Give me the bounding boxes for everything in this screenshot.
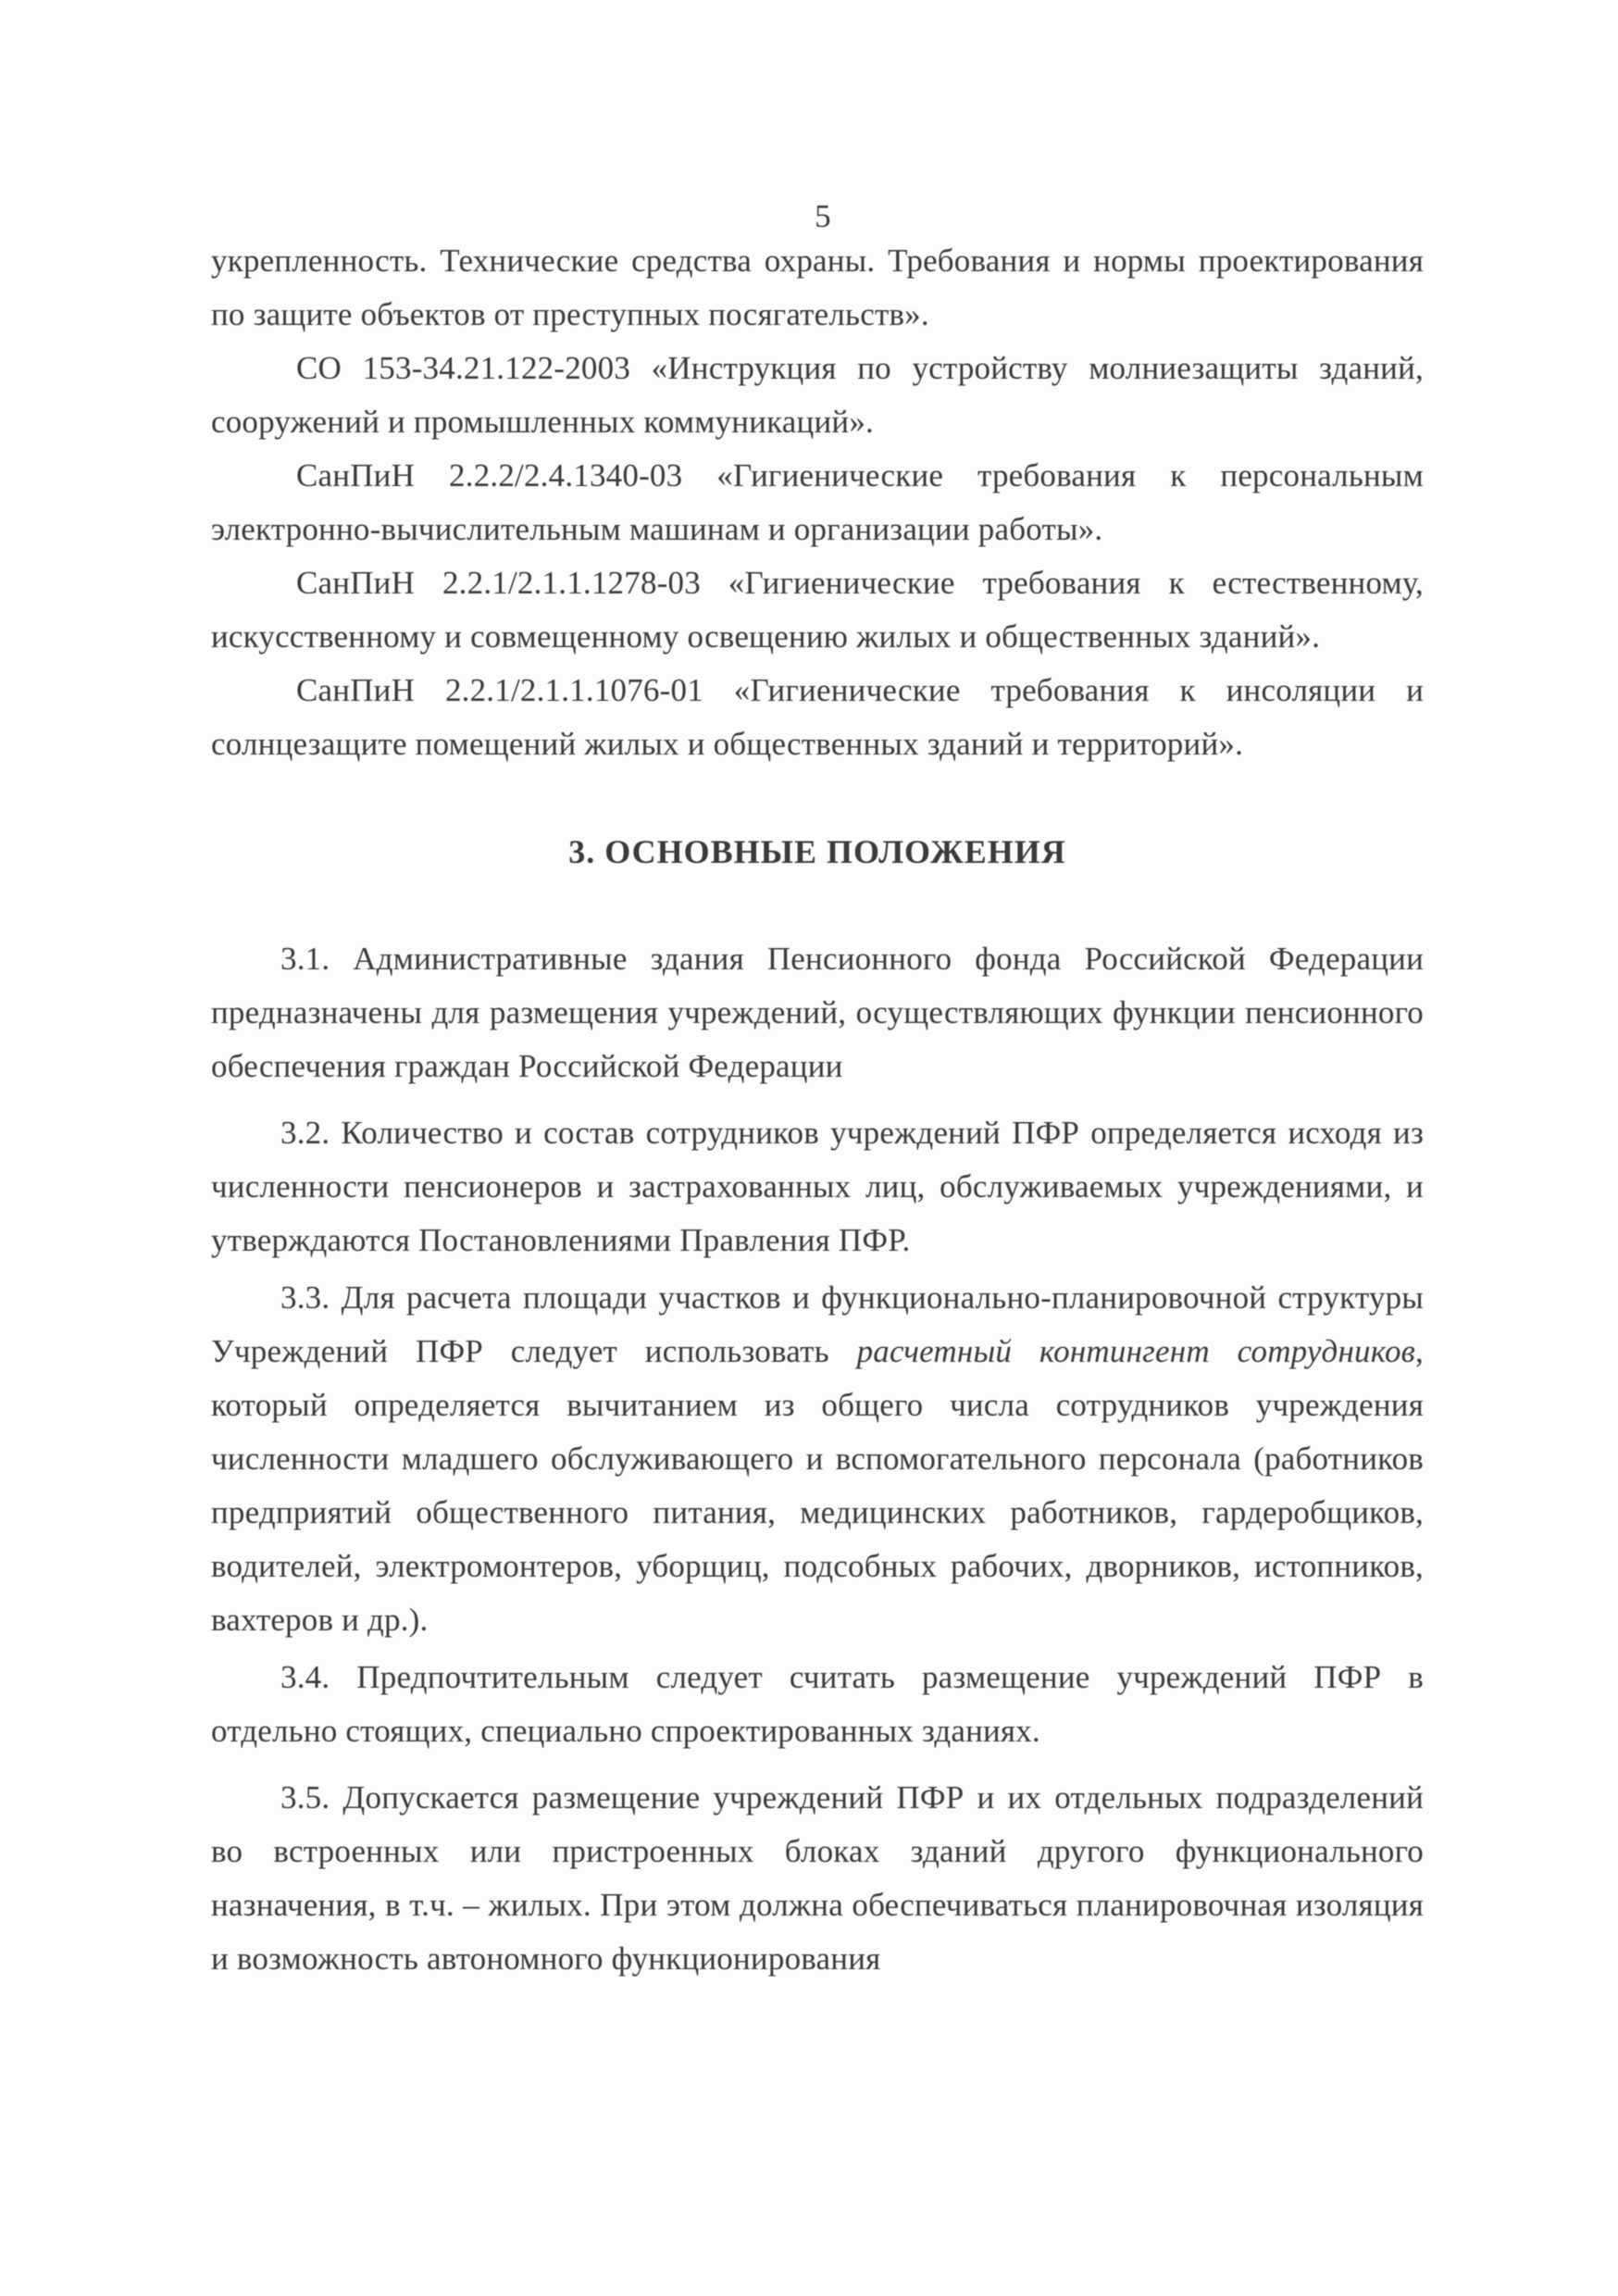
clause-3-3-end: , который определяется вычитанием из общего числа сотрудников учреждения численности младшего обслуживающего и вспомогательного персонала (работников предприятий общественного питания, медицинских работников, гардеробщиков, водителей, электромонтеров, уборщиц, подсобных рабочих, дворников, истопников, вахтеров и др.). bbox=[211, 1333, 1424, 1638]
reference-item: СанПиН 2.2.1/2.1.1.1278-03 «Гигиенические требования к естественному, искусственному и совмещенному освещению жилых и общественных зданий». bbox=[211, 565, 1424, 655]
section-heading: 3. ОСНОВНЫЕ ПОЛОЖЕНИЯ bbox=[568, 833, 1066, 870]
clause-3-3-start: 3.3. Для расчета площади участков и функционально-планировочной структуры Учреждений ПФР следует использовать bbox=[211, 1279, 1424, 1369]
page-text-column bbox=[211, 190, 1424, 1990]
clause-3-5: 3.5. Допускается размещение учреждений ПФР и их отдельных подразделений во встроенных или пристроенных блоках зданий другого функционального назначения, в т.ч. – жилых. При этом должна обеспечиваться планировочная изоляция и возможность автономного функционирования bbox=[211, 1779, 1424, 1977]
reference-item: СанПиН 2.2.1/2.1.1.1076-01 «Гигиенические требования к инсоляции и солнцезащите помещений жилых и общественных зданий и территорий». bbox=[211, 672, 1424, 762]
clause-3-4: 3.4. Предпочтительным следует считать размещение учреждений ПФР в отдельно стоящих, специально спроектированных зданиях. bbox=[211, 1659, 1424, 1749]
clause-3-2: 3.2. Количество и состав сотрудников учреждений ПФР определяется исходя из численности пенсионеров и застрахованных лиц, обслуживаемых учреждениями, и утверждаются Постановлениями Правления ПФР. bbox=[211, 1115, 1424, 1258]
page-number: 5 bbox=[815, 198, 831, 234]
reference-item: СО 153-34.21.122-2003 «Инструкция по устройству молниезащиты зданий, сооружений и промышленных коммуникаций». bbox=[211, 350, 1424, 440]
clause-3-3-italic-term: расчетный контингент сотрудников bbox=[856, 1333, 1416, 1369]
reference-continuation: укрепленность. Технические средства охраны. Требования и нормы проектирования по защите объектов от преступных посягательств». bbox=[211, 243, 1424, 332]
clause-3-1: 3.1. Административные здания Пенсионного фонда Российской Федерации предназначены для размещения учреждений, осуществляющих функции пенсионного обеспечения граждан Российской Федерации bbox=[211, 941, 1424, 1084]
clause-3-3 bbox=[211, 1271, 1424, 1647]
reference-item: СанПиН 2.2.2/2.4.1340-03 «Гигиенические требования к персональным электронно-вычислительным машинам и организации работы». bbox=[211, 457, 1424, 547]
